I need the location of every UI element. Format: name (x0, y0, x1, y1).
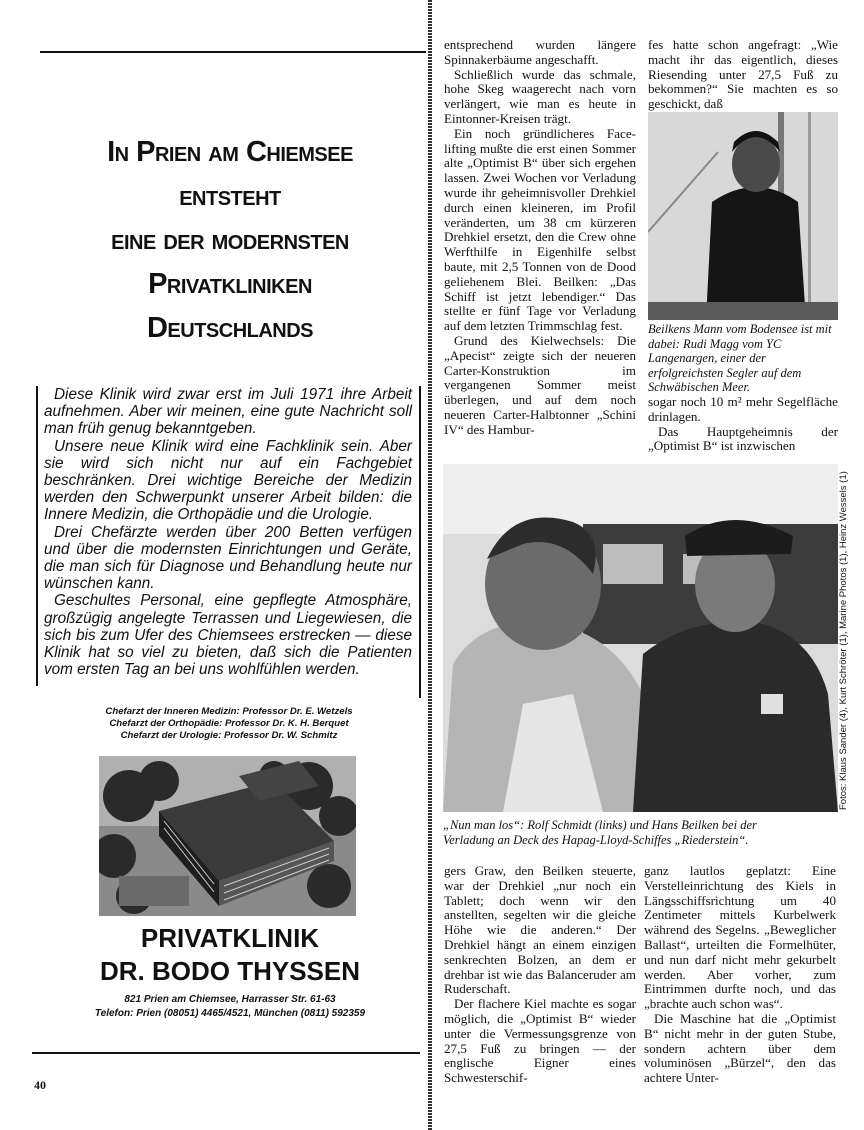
doctor-line: Chefarzt der Inneren Medizin: Professor Dr. E. Wetzels (105, 706, 353, 717)
article-paragraph: entsprechend wurden längere Spinnakerbäume angeschafft. (444, 37, 636, 67)
headline-line-3: eine der modernsten (111, 224, 349, 256)
ad-paragraph: Geschultes Personal, eine gepflegte Atmosphäre, großzügig angelegte Terrassen und Liegewiesen, die sich bis zum Ufer des Chiemsees erstrecken — diese Klinik hat so viel zu bieten, daß sich die Patienten vom ersten Tag an bei uns wohlfühlen werden. (44, 592, 412, 679)
headline-line-4: Privatkliniken (148, 268, 312, 300)
article-paragraph: Der flachere Kiel machte es sogar möglich, die „Optimist B“ wieder unter die Vermessungsgrenze von 27,5 Fuß zu bringen — der englische Eigner eines Schwesterschif- (444, 996, 636, 1086)
clinic-phone: Telefon: Prien (08051) 4465/4521, München (0811) 592359 (94, 1008, 366, 1019)
ad-paragraph: Diese Klinik wird zwar erst im Juli 1971 ihre Arbeit aufnehmen. Aber wir meinen, eine gute Nachricht soll man früh genug bekanntgeben. (44, 386, 412, 438)
clinic-contact (40, 993, 420, 1021)
headline-line-1: In Prien am Chiemsee (107, 136, 353, 168)
article-paragraph: gers Graw, den Beilken steuerte, war der Drehkiel „nur noch ein Tablett; doch wenn wir den anstellten, segelten wir die gleiche Höhe wie die anderen.“ Der Drehkiel hängt an einem einzigen senkrechten Bolzen, an dem er drehbar ist wie das Balanceruder am Ruderschaft. (444, 863, 636, 997)
doctors-list (44, 706, 414, 742)
ad-headline (40, 130, 420, 350)
doctor-line: Chefarzt der Urologie: Professor Dr. W. Schmitz (120, 730, 338, 741)
headline-line-2: entsteht (179, 180, 281, 212)
article-column-2-bottom (644, 864, 836, 1086)
portrait-caption: Beilkens Mann vom Bodensee ist mit dabei: Rudi Magg vom YC Langenargen, einer der erfolgreichsten Segler auf dem Schwäbischen Meer. (648, 322, 832, 394)
article-paragraph: Das Hauptgeheimnis der „Optimist B“ ist inzwischen (648, 423, 838, 454)
ad-bottom-rule (32, 1052, 420, 1054)
ad-paragraph: Unsere neue Klinik wird eine Fachklinik sein. Aber sie wird sich nicht nur auf ein Fachgebiet beschränken. Drei wichtige Bereiche der Medizin werden den Schwerpunkt unserer Arbeit bilden: die Innere Medizin, die Orthopädie und die Urologie. (44, 437, 412, 524)
sailor-portrait-photo (648, 112, 838, 320)
gutter-divider (428, 0, 432, 1130)
clinic-name (40, 922, 420, 988)
article-paragraph: Grund des Kielwechsels: Die „Apecist“ zeigte sich der neueren Carter-Konstruktion im vergangenen Sommer meist überlegen, und auf dem noch neueren Carter-Halbtonner „Schini IV“ des Hambur- (444, 332, 636, 437)
article-column-1-bottom (444, 864, 636, 1086)
photo-credit: Fotos: Klaus Sander (4), Kurt Schröter (1), Marine Photos (1), Heinz Wessels (1) (838, 471, 849, 810)
ship-loading-photo (443, 464, 838, 812)
ad-text-left-bar (36, 386, 38, 686)
article-paragraph: sogar noch 10 m² mehr Segelfläche drinlagen. (648, 394, 838, 424)
article-paragraph: ganz lautlos geplatzt: Eine Verstelleinrichtung des Kiels in Längsschiffsrichtung um 40 Zentimeter mittels Kurbelwerk während des Segelns. „Beweglicher Ballast“, urteilten die Formelhüter, und nun darf nicht mehr gekurbelt werden. Aber vorher, zum Eintrimmen durfte noch, und das „brachte auch schon was“. (644, 863, 836, 1012)
article-paragraph: fes hatte schon angefragt: „Wie macht ihr das eigentlich, dieses Riesending unter 27,5 Fuß zu bekommen?“ Sie machten es so geschickt, daß (648, 37, 838, 112)
clinic-name-line-2: DR. BODO THYSSEN (99, 956, 361, 986)
page-number: 40 (34, 1078, 46, 1092)
article-paragraph: Schließlich wurde das schmale, hohe Skeg waagerecht nach vorn verlängert, wie man es heute in Eintonner-Kreisen trägt. (444, 66, 636, 126)
clinic-name-line-1: PRIVATKLINIK (140, 923, 320, 953)
doctor-line: Chefarzt der Orthopädie: Professor Dr. K. H. Berquet (109, 718, 349, 729)
article-paragraph: Die Maschine hat die „Optimist B“ nicht mehr in der guten Stube, sondern achtern über dem voluminösen „Bürzel“, den das achtere Unter- (644, 1010, 836, 1086)
headline-line-5: Deutschlands (146, 312, 314, 344)
article-paragraph: Ein noch gründlicheres Face-lifting mußte die erst einen Sommer alte „Optimist B“ über sich ergehen lassen. Zwei Wochen vor Verladung wurde ihr geheimnisvoller Drehkiel durch einen kleineren, im Profil veränderten, um 38 cm kürzeren Drehkiel ersetzt, den die Crew ohne Werfthilfe in Eigenhilfe selbst baute, mit 2,5 Tonnen von de Dood geliehenem Blei. Beilken: „Das Schiff ist jetzt lebendiger.“ Das stellte er fünf Tage vor Verladung auf dem letzten Trimmschlag fest. (444, 125, 636, 334)
ad-body-text (44, 386, 412, 678)
ad-text-right-bar (419, 386, 421, 698)
clinic-address: 821 Prien am Chiemsee, Harrasser Str. 61-63 (124, 994, 336, 1005)
ship-photo-caption: „Nun man los“: Rolf Schmidt (links) und Hans Beilken bei der Verladung an Deck des Hapag-Lloyd-Schiffes „Riederstein“. (443, 818, 757, 847)
clinic-building-image (99, 756, 356, 916)
ad-top-rule (40, 51, 426, 53)
ad-paragraph: Drei Chefärzte werden über 200 Betten verfügen und über die modernsten Einrichtungen und Geräte, die man sich für Diagnose und Behandlung heute nur wünschen kann. (44, 523, 412, 593)
article-column-2-top-b (648, 395, 838, 454)
article-column-2-top-a (648, 38, 838, 112)
article-column-1-top (444, 38, 636, 438)
